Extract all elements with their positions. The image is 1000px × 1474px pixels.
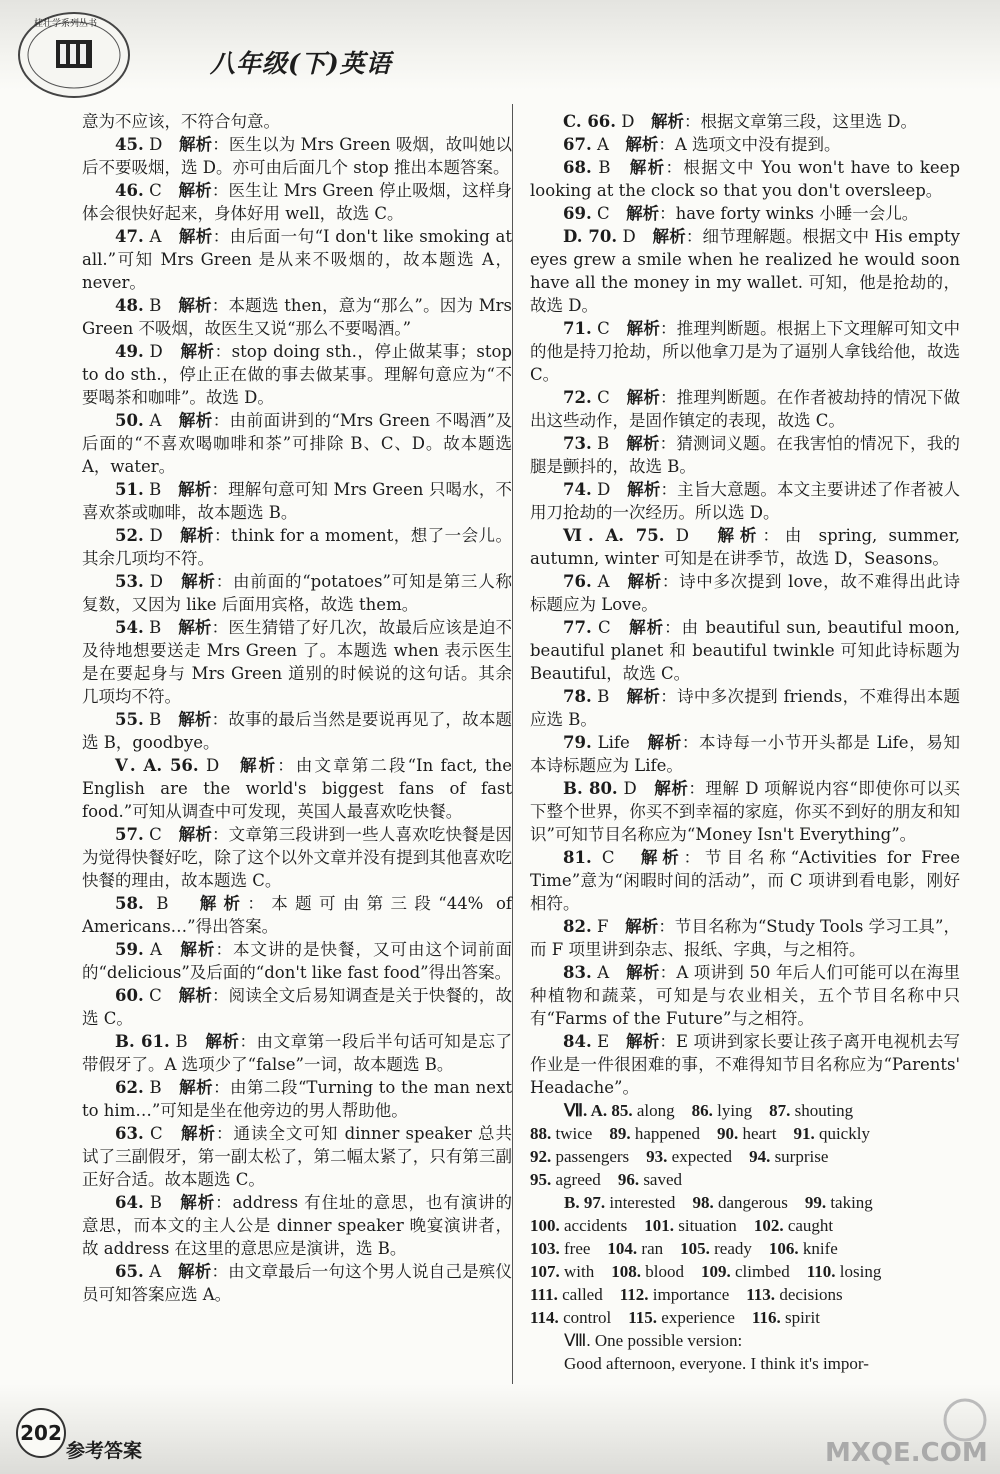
question-number: 76. [563,572,592,591]
analysis-text: ：文章第三段讲到一些人喜欢吃快餐是因为觉得快餐好吃，除了这个以外文章并没有提到其他喜欢吃快餐的理由，故本题选 C。 [82,825,513,890]
question-number: Ⅵ. A. 75. [563,526,665,545]
analysis-label: 解析 [652,227,686,246]
word-number: 105. [680,1239,710,1258]
word-number: 109. [700,1262,731,1281]
analysis-text: ：猜测词义题。在我害怕的情况下，我的腿是颤抖的，故选 B。 [530,434,961,476]
word-answer-row [530,1191,960,1214]
analysis-text: ：E 项讲到家长要让孩子离开电视机去写作业是一件很困难的事，不难得知节目名称应为“Parents' Headache”。 [530,1032,961,1097]
answer-item [530,961,960,1030]
analysis-text: ：本诗每一小节开头都是 Life，易知本诗标题应为 Life。 [530,733,961,775]
analysis-label: 解析 [178,480,212,499]
analysis-text: ：节目名称为“Study Tools 学习工具”，而 F 项里讲到杂志、报纸、字典，与之相符。 [530,917,961,959]
answer-choice: C [149,1124,163,1143]
analysis-text: ：医生猜错了好几次，故最后应该是迫不及待地想要送走 Mrs Green 了。本题选 when 表示医生是在要起身与 Mrs Green 道别的时候说的这句话。其余几项均不符。 [82,618,513,706]
answer-item [530,386,960,432]
word-number: 115. [628,1308,658,1327]
analysis-label: 解析 [627,480,661,499]
word-answer: with [564,1262,595,1281]
answer-item [82,1260,512,1306]
answer-item [530,1030,960,1099]
question-number: 64. [115,1193,144,1212]
question-number: 53. [115,572,144,591]
word-number: 101. [644,1216,674,1235]
question-number: 78. [563,687,592,706]
answer-item [530,202,960,225]
word-number: 111. [530,1285,558,1304]
analysis-text: ：细节理解题。根据文中 His empty eyes grew a smile when he realized he would soon have all the money in my wallet. 可知，他是抢劫的，故选 D。 [530,227,960,315]
analysis-text: ：诗中多次提到 love，故不难得出此诗标题应为 Love。 [530,572,961,614]
answer-choice: B [149,1193,162,1212]
answer-choice: A [597,963,610,982]
analysis-text: ：故事的最后当然是要说再见了，故本题选 B，goodbye。 [82,710,513,752]
question-number: 58. [115,894,144,913]
analysis-label: 解析 [627,572,662,591]
word-number: 99. [804,1193,827,1212]
word-answer-row [530,1237,960,1260]
answer-choice: C [596,204,610,223]
watermark-text: MXQE.COM [825,1438,988,1468]
left-answer-column [82,110,512,1306]
page-header-title: 八年级(下)英语 [210,49,392,78]
answer-choice: D [623,779,637,798]
word-number: 96. [617,1170,640,1189]
answer-item [530,478,960,524]
analysis-text: ：由前面的“potatoes”可知是第三人称复数，又因为 like 后面用宾格，故选 them。 [82,572,513,614]
answer-choice: D [149,572,164,591]
word-answer: called [562,1285,603,1304]
word-number: 103. [530,1239,560,1258]
word-answer-row [530,1099,960,1122]
analysis-text: 意为不应该，不符合句意。 [82,112,280,131]
analysis-label: 解析 [179,1078,214,1097]
word-answer: climbed [734,1262,790,1281]
answer-item [82,1030,512,1076]
answer-choice: C [149,986,162,1005]
question-number: 72. [563,388,592,407]
word-answer: blood [645,1262,684,1281]
analysis-label: 解析 [199,894,248,913]
analysis-text: ：本题可由第三段“44% of Americans…”得出答案。 [82,894,513,936]
question-number: 62. [115,1078,144,1097]
analysis-label: 解析 [180,1193,216,1212]
word-number: 98. [692,1193,714,1212]
analysis-text: ：医生以为 Mrs Green 吸烟，故叫她以后不要吸烟，选 D。亦可由后面几个 stop 推出本题答案。 [82,135,512,177]
word-number: 100. [530,1216,560,1235]
answer-item [530,133,960,156]
word-answer: shouting [794,1101,854,1120]
word-answer-row [530,1122,960,1145]
analysis-label: 解析 [179,135,213,154]
analysis-label: 解析 [626,434,660,453]
analysis-label: 解析 [626,1032,660,1051]
answer-item [82,409,512,478]
word-answer-row [530,1145,960,1168]
word-answer: free [564,1239,591,1258]
word-number: 95. [530,1170,552,1189]
analysis-label: 解析 [640,848,684,867]
analysis-text: ：推理判断题。在作者被劫持的情况下做出这些动作，是固作镇定的表现，故选 C。 [530,388,961,430]
analysis-label: 解析 [629,158,666,177]
analysis-text: ：stop doing sth.，停止做某事；stop to do sth.，停止正在做的事去做某事。理解句意应为“不要喝茶和咖啡”。故选 D。 [82,342,512,407]
word-number: 86. [691,1101,713,1120]
footer-label: 参考答案 [66,1440,143,1462]
analysis-label: 解析 [181,1124,217,1143]
answer-choice: B [597,687,610,706]
question-number: 46. [115,181,144,200]
analysis-text: ：A 选项文中没有提到。 [658,135,841,154]
answer-item [530,685,960,731]
answer-choice: C [597,618,611,637]
question-number: 74. [563,480,592,499]
logo-text: 桂壮学系列丛书 [34,19,98,29]
question-number: 71. [563,319,592,338]
word-answer: spirit [784,1308,820,1327]
analysis-text: ：由 beautiful sun, beautiful moon, beautiful planet 和 beautiful twinkle 可知此诗标题为 Beautiful，故选 C。 [530,618,961,683]
question-number: 50. [115,411,144,430]
word-number: 102. [753,1216,784,1235]
answer-item [82,708,512,754]
analysis-text: ：医生让 Mrs Green 停止吸烟，这样身体会很快好起来，身体好用 well，故选 C。 [82,181,513,223]
word-answer-row [530,1260,960,1283]
question-number: C. 66. [563,112,617,131]
answer-choice: B [149,618,162,637]
question-number: 51. [115,480,144,499]
answer-item [82,823,512,892]
analysis-text: ：have forty winks 小睡一会儿。 [659,204,919,223]
word-number: 116. [751,1308,781,1327]
analysis-text: ：推理判断题。根据上下文理解可知文中的他是持刀抢劫，所以他拿刀是为了逼别人拿钱给他，故选 C。 [530,319,961,384]
answer-choice: B [149,480,162,499]
question-number: 84. [563,1032,592,1051]
word-answer: knife [802,1239,838,1258]
analysis-text: ：诗中多次提到 friends，不难得出本题应选 B。 [530,687,961,729]
question-number: 82. [563,917,592,936]
word-answer: twice [555,1124,593,1143]
word-answer: heart [742,1124,777,1143]
writing-header: Ⅷ. One possible version: [564,1331,743,1350]
answer-item [82,1122,512,1191]
analysis-text: ：根据文章第三段，这里选 D。 [684,112,918,131]
writing-text: Good afternoon, everyone. I think it's impor- [564,1354,869,1373]
answer-item [530,731,960,777]
word-number: 113. [746,1285,776,1304]
answer-choice: D [622,227,636,246]
answer-choice: B [149,296,162,315]
question-number: 79. [563,733,592,752]
answer-item [82,938,512,984]
analysis-text: ：节目名称“Activities for Free Time”意为“闲暇时间的活动”，而 C 项讲到看电影，刚好相符。 [530,848,960,913]
question-number: B. 61. [115,1032,170,1051]
series-logo [18,12,130,98]
word-answer: surprise [774,1147,829,1166]
question-number: 67. [563,135,592,154]
word-answer: ready [714,1239,752,1258]
word-answer: happened [634,1124,700,1143]
analysis-text: ：本文讲的是快餐，又可由这个词前面的“delicious”及后面的“don't like fast food”得出答案。 [82,940,513,982]
answer-choice: D [149,135,163,154]
analysis-text: ：本题选 then，意为“那么”。因为 Mrs Green 不吸烟，故医生又说“那么不要喝酒。” [82,296,513,338]
analysis-label: 解析 [178,411,213,430]
word-answer: lying [717,1101,753,1120]
answer-choice: D [675,526,689,545]
word-answer: situation [678,1216,737,1235]
answer-item [530,570,960,616]
answer-choice: D [621,112,635,131]
answer-item [82,616,512,708]
word-number: 88. [530,1124,552,1143]
question-number: B. 80. [563,779,618,798]
word-number: 91. [793,1124,815,1143]
word-answer-row [530,1168,960,1191]
analysis-label: 解析 [178,618,212,637]
analysis-label: 解析 [626,388,660,407]
question-number: 60. [115,986,144,1005]
answer-choice: B [156,894,169,913]
word-number: B. 97. [564,1193,606,1212]
analysis-text: ：由文章最后一句这个男人说自己是殡仪员可知答案应选 A。 [82,1262,513,1304]
analysis-label: 解析 [717,526,763,545]
word-answer: importance [652,1285,730,1304]
question-number: 55. [115,710,144,729]
word-answer: accidents [564,1216,628,1235]
analysis-text: ：根据文中 You won't have to keep looking at the clock so that you don't oversleep。 [530,158,961,200]
answer-item [530,524,960,570]
answer-choice: C [597,319,610,338]
answer-item [530,777,960,846]
analysis-label: 解析 [240,756,278,775]
question-number: 45. [115,135,144,154]
word-answer: dangerous [717,1193,788,1212]
answer-item [82,1191,512,1260]
analysis-text: ：由文章第二段“In fact, the English are the world's biggest fans of fast food.”可知从调查中可发现，英国人最喜欢吃快餐。 [82,756,513,821]
analysis-label: 解析 [178,986,212,1005]
analysis-label: 解析 [178,825,212,844]
question-number: 47. [115,227,144,246]
word-answer: decisions [779,1285,843,1304]
answer-item [530,915,960,961]
analysis-text: ：A 项讲到 50 年后人们可能可以在海里种植物和蔬菜，可知是与农业相关，五个节目名称中只有“Farms of the Future”与之相符。 [530,963,961,1028]
answer-choice: B [149,710,162,729]
analysis-label: 解析 [629,618,665,637]
analysis-label: 解析 [626,963,660,982]
analysis-label: 解析 [180,940,216,959]
answer-item [82,478,512,524]
question-number: 59. [115,940,144,959]
answer-item [82,570,512,616]
analysis-label: 解析 [647,733,682,752]
answer-item [530,225,960,317]
question-number: Ⅴ. A. 56. [115,756,199,775]
answer-item [530,156,960,202]
answer-choice: B [597,434,610,453]
answer-choice: C [597,388,610,407]
analysis-text: ：由 spring, summer, autumn, winter 可知是在讲季节，故选 D，Seasons。 [530,526,961,568]
word-answer: saved [643,1170,683,1189]
answer-choice: D [597,480,611,499]
analysis-text: ：address 有住址的意思，也有演讲的意思，而本文的主人公是 dinner speaker 晚宴演讲者，故 address 在这里的意思应是演讲，选 B。 [82,1193,513,1258]
word-answer: ran [641,1239,664,1258]
answer-choice: C [601,848,615,867]
question-number: 73. [563,434,592,453]
page-number: 202 [16,1408,66,1458]
question-number: 83. [563,963,592,982]
question-number: 68. [563,158,592,177]
question-number: 48. [115,296,144,315]
word-answer: along [636,1101,675,1120]
analysis-label: 解析 [178,227,213,246]
answer-item [530,616,960,685]
word-number: 112. [619,1285,649,1304]
question-number: 81. [563,848,592,867]
analysis-text: ：主旨大意题。本文主要讲述了作者被人用刀抢劫的一次经历。所以选 D。 [530,480,961,522]
column-divider [512,104,513,1386]
word-answer: expected [671,1147,733,1166]
analysis-label: 解析 [626,319,660,338]
answer-choice: C [149,181,162,200]
answer-choice: B [175,1032,188,1051]
question-number: 69. [563,204,592,223]
word-number: 85. [611,1101,633,1120]
answer-choice: A [597,572,610,591]
answer-choice: Life [597,733,630,752]
word-number: 107. [530,1262,560,1281]
answer-item [530,317,960,386]
word-answer-row [530,1306,960,1329]
analysis-text: ：理解 D 项解说内容“即使你可以买下整个世界，你买不到幸福的家庭，你买不到好的朋友和知识”可知节目名称应为“Money Isn't Everything”。 [530,779,961,844]
answer-item [82,892,512,938]
header-band [0,0,1000,90]
analysis-label: 解析 [180,526,215,545]
section-label: Ⅶ. A. [564,1101,608,1120]
analysis-label: 解析 [178,296,212,315]
answer-choice: A [149,411,162,430]
answer-item [82,984,512,1030]
analysis-label: 解析 [626,687,661,706]
analysis-text: ：理解句意可知 Mrs Green 只喝水，不喜欢茶或咖啡，故本题选 B。 [82,480,513,522]
question-number: 52. [115,526,144,545]
analysis-label: 解析 [625,917,659,936]
word-answer-row [530,1283,960,1306]
analysis-text: ：由前面讲到的“Mrs Green 不喝酒”及后面的“不喜欢喝咖啡和茶”可排除 B、C、D。故本题选 A，water。 [82,411,513,476]
answer-choice: A [149,1262,162,1281]
word-number: 89. [609,1124,631,1143]
question-number: 54. [115,618,144,637]
answer-item [82,179,512,225]
analysis-label: 解析 [181,572,216,591]
right-answer-list [530,110,960,1099]
answer-choice: B [149,1078,162,1097]
analysis-label: 解析 [205,1032,240,1051]
question-number: 57. [115,825,144,844]
answer-choice: A [596,135,609,154]
answer-choice: A [149,227,162,246]
answer-choice: E [597,1032,610,1051]
word-answer-section [530,1099,960,1375]
analysis-text: ：由后面一句“I don't like smoking at all.”可知 Mrs Green 是从来不吸烟的，故本题选 A，never。 [82,227,513,292]
word-answer: losing [839,1262,882,1281]
question-number: 49. [115,342,144,361]
answer-choice: A [149,940,162,959]
answer-item [82,524,512,570]
question-number: 65. [115,1262,144,1281]
word-number: 106. [768,1239,799,1258]
analysis-label: 解析 [180,342,215,361]
word-answer: caught [787,1216,834,1235]
word-number: 90. [716,1124,739,1143]
analysis-label: 解析 [651,112,685,131]
analysis-label: 解析 [178,1262,212,1281]
answer-item [82,133,512,179]
word-number: 93. [646,1147,668,1166]
word-number: 104. [607,1239,638,1258]
answer-item [82,110,512,133]
word-number: 94. [749,1147,771,1166]
analysis-label: 解析 [654,779,689,798]
word-answer: quickly [818,1124,870,1143]
analysis-label: 解析 [626,204,660,223]
analysis-text: ：由第二段“Turning to the man next to him…”可知是坐在他旁边的男人帮助他。 [82,1078,513,1120]
watermark-logo [815,1395,995,1470]
answer-choice: B [598,158,611,177]
answer-choice: D [149,526,163,545]
answer-choice: D [206,756,220,775]
word-answer: control [563,1308,612,1327]
answer-item [82,340,512,409]
analysis-text: ：由文章第一段后半句话可知是忘了带假牙了。A 选项少了“false”一词，故本题选 B。 [82,1032,513,1074]
word-answer: interested [609,1193,676,1212]
word-number: 110. [806,1262,836,1281]
answer-item [530,110,960,133]
word-number: 114. [530,1308,559,1327]
word-number: 87. [769,1101,791,1120]
analysis-label: 解析 [625,135,659,154]
analysis-label: 解析 [178,710,212,729]
answer-item [530,846,960,915]
word-answer: taking [830,1193,873,1212]
word-answer-row [530,1214,960,1237]
answer-item [82,754,512,823]
word-answer: agreed [555,1170,601,1189]
word-answer: passengers [555,1147,630,1166]
right-answer-column [530,110,960,1375]
question-number: 63. [115,1124,144,1143]
answer-item [82,294,512,340]
answer-choice: F [597,917,609,936]
analysis-label: 解析 [178,181,212,200]
word-number: 108. [611,1262,641,1281]
answer-item [82,225,512,294]
question-number: D. 70. [563,227,618,246]
analysis-text: ：think for a moment，想了一会儿。其余几项均不符。 [82,526,512,568]
question-number: 77. [563,618,592,637]
answer-choice: C [149,825,162,844]
answer-item [530,432,960,478]
word-answer: experience [661,1308,735,1327]
word-number: 92. [530,1147,552,1166]
analysis-text: ：通读全文可知 dinner speaker 总共试了三副假牙，第一副太松了，第二幅太紧了，只有第三副正好合适。故本题选 C。 [82,1124,513,1189]
answer-item [82,1076,512,1122]
analysis-text: ：阅读全文后易知调查是关于快餐的，故选 C。 [82,986,513,1028]
answer-choice: D [149,342,163,361]
